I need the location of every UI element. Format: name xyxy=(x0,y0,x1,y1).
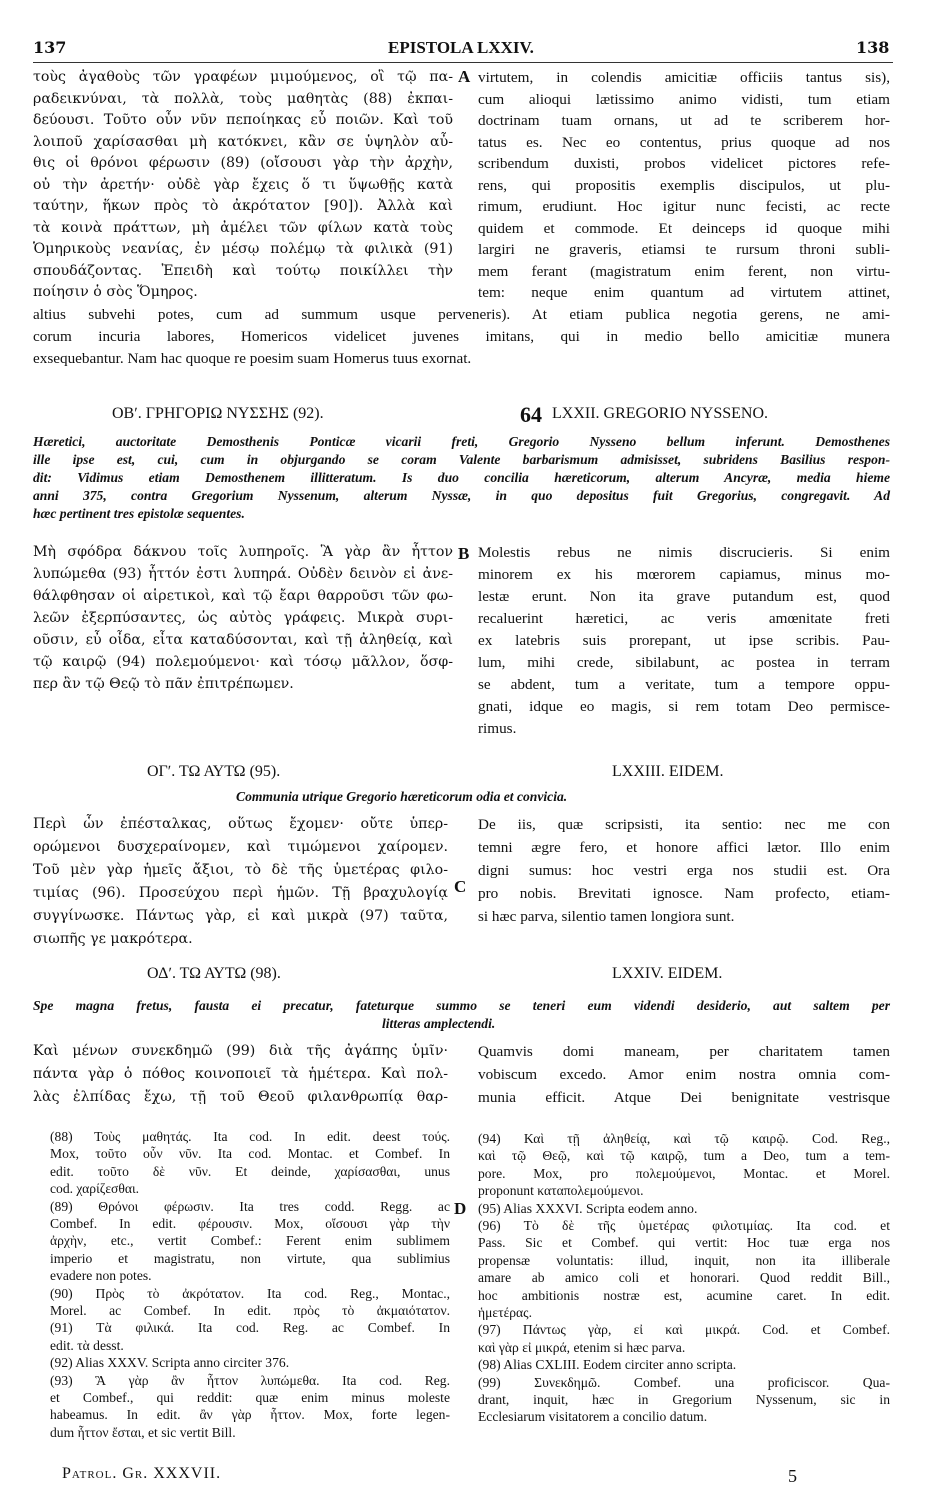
footnote-line: (89) Θρόνοι φέρωσιν. Ita tres codd. Regg. ac xyxy=(50,1198,450,1214)
latin-line: Molestis rebus ne nimis discrucieris. Si enim xyxy=(478,544,890,561)
latin-line: si hæc parva, silentio tamen longiora sunt. xyxy=(478,908,735,925)
latin-line: largiri ne graveris, etiamsi te rursum throni subli- xyxy=(478,241,890,258)
margin-letter-a: A xyxy=(458,67,471,86)
latin-line: De iis, quæ scripsisti, ita sentio: nec me con xyxy=(478,816,890,833)
footnote-line: ἡμετέρας. xyxy=(478,1305,532,1320)
latin-line: pro nobis. Brevitati ignosce. Nam profecto, etiam- xyxy=(478,885,890,902)
summary-line: dit: Vidimus etiam Demosthenem illitteratum. Is duo concilia hæreticorum, alterum Ancyræ, media hieme xyxy=(33,470,890,485)
greek-line: λεῶν ἐξερπύσαντες, ὡς αὐτὸς γράφεις. Μικρὰ συρι- xyxy=(33,610,453,626)
footnote-line: Pass. Sic et Combef. qui vertit: Hoc tuæ erga nos xyxy=(478,1235,890,1251)
greek-line: τὰ κοινὰ πράττων, μὴ ἀμέλει τῶν φίλων κατὰ τοὺς xyxy=(33,219,453,236)
footnote-line: καὶ γὰρ εἰ μικρά, etenim si hæc parva. xyxy=(478,1339,686,1355)
summary-line: Hæretici, auctoritate Demosthenis Ponticæ vicarii freti, Gregorio Nysseno bellum inferunt. Demosthenes xyxy=(33,434,890,449)
summary-line: ille ipse est, cui, cum in objurgando se coram Valente barbarismum admisisset, subridens Basilius respon- xyxy=(33,452,890,467)
latin-line: mem ferant (magistratum enim ferent, non virtu- xyxy=(478,262,890,280)
greek-line: τοὺς ἀγαθοὺς τῶν γραφέων μιμούμενος, οἳ τῷ πα- xyxy=(33,69,453,85)
greek-line: οὐ τὴν ἀρετήν· οὐδὲ γὰρ ἔχεις ὅ τι ὕψωθῇς κατὰ xyxy=(33,176,453,193)
greek-line: σπουδάζοντας. Ἐπειδὴ καὶ τούτῳ ποικίλλει τὴν xyxy=(33,262,453,279)
footnote-line: (93) Ἃ γὰρ ἂν ἧττον λυπώμεθα. Ita cod. Reg. xyxy=(50,1372,450,1388)
footnote-line: (98) Alias CXLIII. Eodem circiter anno scripta. xyxy=(478,1357,737,1373)
footnote-line: cod. χαρίζεσθαι. xyxy=(50,1181,140,1197)
footnote-line: Mox, τοῦτο οὖν νῦν. Ita cod. Montac. et Combef. In xyxy=(50,1146,450,1162)
latin-line: altius subvehi potes, cum ad summum usque perveneris). At etiam publica negotia gerens, ne ami- xyxy=(33,306,890,323)
summary-line: litteras amplectendi. xyxy=(382,1016,496,1031)
footnote-line: (97) Πάντως γὰρ, εἰ καὶ μικρά. Cod. et Combef. xyxy=(478,1322,890,1338)
margin-letter-c: C xyxy=(454,877,467,896)
latin-line: tatus es. Nec eo contentus, prius quoque ad nos xyxy=(478,133,890,151)
latin-line: virtutem, in colendis amicitiæ officiis tantus sis), xyxy=(478,69,890,86)
greek-line: τῷ καιρῷ (94) πολεμούμενοι· καὶ τόσῳ μᾶλλον, ὅσφ- xyxy=(33,654,453,670)
latin-line: rens, qui propositis exemplis discipulos, ut plu- xyxy=(478,176,890,194)
latin-line: temni ægre fero, et honore affici lætor. Illo enim xyxy=(478,839,890,856)
greek-line: ποίησιν ὁ σὸς Ὅμηρος. xyxy=(33,284,198,300)
letter74-latin-title: LXXIII. EIDEM. xyxy=(612,763,724,780)
footnote-line: ἀρχὴν, etc., vertit Combef.: Ferent enim sublimem xyxy=(50,1233,450,1249)
footnote-line: (90) Πρὸς τὸ ἀκρότατον. Ita cod. Reg., Montac., xyxy=(50,1285,450,1301)
latin-line: se abdent, tum a veritate, tum a tempore oppu- xyxy=(478,676,890,693)
greek-line: ταύτην, ἥκων πρὸς τὸ ἀκρότατον [90]). Ἀλλὰ καὶ xyxy=(33,198,453,214)
greek-line: συγγίνωσκε. Πάντως γὰρ, εἰ καὶ μικρὰ (97) ταῦτα, xyxy=(33,908,448,924)
page-number-left: 137 xyxy=(33,38,67,57)
sheet-number: 5 xyxy=(788,1466,797,1486)
latin-line: ex latebris suis prorepant, ut ipse scribis. Pau- xyxy=(478,632,890,649)
letter73-latin-title: LXXII. GREGORIO NYSSENO. xyxy=(552,405,768,422)
margin-letter-b: B xyxy=(458,544,470,563)
greek-line: τιμίας (96). Προσεύχου περὶ ἡμῶν. Τῇ βραχυλογίᾳ xyxy=(33,885,448,901)
footnote-line: (96) Τὸ δὲ τῆς ὑμετέρας φιλοτιμίας. Ita cod. et xyxy=(478,1218,890,1233)
footnote-line: hoc ambitionis nostræ est, acumine caret. In edit. xyxy=(478,1287,890,1303)
greek-line: λυπώμεθα (93) ἧττόν ἐστι λυπηρά. Οὐδὲν δεινὸν εἰ ἀνε- xyxy=(33,566,453,582)
letter75-latin-title: LXXIV. EIDEM. xyxy=(612,965,723,982)
footnote-line: (95) Alias XXXVI. Scripta eodem anno. xyxy=(478,1200,698,1216)
latin-line: munia efficit. Atque Dei benignitate vestrisque xyxy=(478,1089,890,1106)
latin-line: exsequebantur. Nam hac quoque re poesim suam Homerus tuus exornat. xyxy=(33,350,472,367)
greek-line: Περὶ ὧν ἐπέσταλκας, οὕτως ἔχομεν· οὔτε ὑπερ- xyxy=(33,816,448,832)
footnote-line: Combef. In edit. φέρουσιν. Mox, οἴσουσι γὰρ τὴν xyxy=(50,1216,450,1231)
letter73-greek-title: ΟΒʹ. ΓΡΗΓΟΡΙΩ ΝΥΣΣΗΣ (92). xyxy=(112,405,324,422)
latin-line: rimum, erudiunt. Hoc igitur nunc fecisti, ac recte xyxy=(478,198,890,215)
greek-line: πάντα γὰρ ὁ πόθος κοινοποιεῖ τὰ ἡμέτερα. Καὶ πολ- xyxy=(33,1066,448,1082)
footnote-line: (92) Alias XXXV. Scripta anno circiter 376. xyxy=(50,1355,290,1371)
latin-line: doctrinam tuam ornans, ut ad te scriberem hor- xyxy=(478,112,890,129)
letter74-greek-title: ΟΓʹ. ΤΩ ΑΥΤΩ (95). xyxy=(147,763,281,780)
greek-line: λὰς ἐλπίδας ἔχω, τῇ τοῦ Θεοῦ φιλανθρωπίᾳ θαρ- xyxy=(33,1089,448,1105)
footnote-line: (94) Καὶ τῇ ἀληθείᾳ, καὶ τῷ καιρῷ. Cod. Reg., xyxy=(478,1131,890,1146)
letter75-greek-title: ΟΔʹ. ΤΩ ΑΥΤΩ (98). xyxy=(147,965,281,982)
summary-line: Spe magna fretus, fausta ei precatur, fateturque summo se teneri eum videndi desiderio, aut saltem per xyxy=(33,998,890,1013)
footnote-line: (91) Τὰ φιλικά. Ita cod. Reg. ac Combef. In xyxy=(50,1320,450,1336)
greek-line: θάλφθησαν οἱ αἱρετικοὶ, καὶ τῷ ἔαρι θαρροῦσι τῶν φω- xyxy=(33,588,453,604)
greek-line: Τοῦ μὲν γὰρ ἡμεῖς ἄξιοι, τὸ δὲ τῆς ὑμετέρας φιλο- xyxy=(33,862,448,878)
footnote-line: drant, inquit, hæc in Gregorium Nyssenum, sic in xyxy=(478,1392,890,1407)
header-rule xyxy=(33,62,893,63)
footnote-line: edit. τὰ desst. xyxy=(50,1337,124,1353)
signature-mark: Patrol. Gr. XXXVII. xyxy=(62,1465,222,1482)
footnote-line: evadere non potes. xyxy=(50,1268,152,1284)
footnote-line: propensæ voluntatis: illud, inquit, non ita illiberale xyxy=(478,1252,890,1268)
greek-line: περ ἂν τῷ Θεῷ τὸ πᾶν ἐπιτρέπωμεν. xyxy=(33,676,294,692)
latin-line: tem: neque enim quantum ad virtutem attinet, xyxy=(478,284,890,301)
footnote-line: Morel. ac Combef. In edit. πρὸς τὸ ἀκμαιότατον. xyxy=(50,1303,450,1318)
greek-line: θις οἱ θρόνοι φέρωσιν (89) (οἴσουσι γὰρ τὴν ἀρχὴν, xyxy=(33,155,453,171)
footnote-line: proponunt καταπολεμούμενοι. xyxy=(478,1183,644,1199)
greek-line: λοιποῦ χαρίσασθαι μὴ κατόκνει, κἂν σε ὑψηλὸν αὖ- xyxy=(33,133,453,150)
latin-line: cum alioqui lætissimo animo vidisti, tum etiam xyxy=(478,90,890,108)
footnote-line: dum ἧττον ἔσται, et sic vertit Bill. xyxy=(50,1424,236,1440)
latin-line: lestæ erunt. Non ita grave putandum est, quod xyxy=(478,588,890,605)
latin-line: recaluerint hæretici, ac veris amœnitate freti xyxy=(478,610,890,627)
summary-line: anni 375, contra Gregorium Nyssenum, alterum Nyssæ, in quo depositus fuit Gregorius, congregavit. Ad xyxy=(33,488,890,503)
latin-line: gnati, idque eo magis, si rem totam Deo permisce- xyxy=(478,698,890,715)
footnote-line: amare ab amico coli et honorari. Quod reddit Bill., xyxy=(478,1270,890,1286)
greek-line: οῦσιν, εὖ οἶδα, εἶτα καταδύσονται, καὶ τῇ ἀληθείᾳ, καὶ xyxy=(33,632,453,648)
footnote-line: et Combef., qui reddit: quæ enim minus moleste xyxy=(50,1390,450,1405)
greek-line: ορώμενοι δυσχεραίνομεν, καὶ τιμώμενοι χαίρομεν. xyxy=(33,839,448,855)
footnote-line: (88) Τοὺς μαθητάς. Ita cod. In edit. deest τούς. xyxy=(50,1129,450,1144)
greek-line: σιωπῆς γε μακρότερα. xyxy=(33,931,193,947)
footnote-line: imperio et magistratu, non virtute, qua sublimius xyxy=(50,1250,450,1266)
latin-line: quidem et commode. Et deinceps id quoque mihi xyxy=(478,219,890,237)
summary-line: hæc pertinent tres epistolæ sequentes. xyxy=(33,506,245,521)
latin-line: Quamvis domi maneam, per charitatem tamen xyxy=(478,1043,890,1060)
latin-line: corum incuria labores, Homericos videlicet juvenes imitans, qui in medio bello amicitiæ munera xyxy=(33,328,890,345)
greek-line: δεύουσι. Τοῦτο οὖν νῦν πεποίηκας εὖ ποιῶν. Καὶ τοῦ xyxy=(33,112,453,128)
footnote-line: habeamus. In edit. ἂν γὰρ ἧττον. Mox, forte legen- xyxy=(50,1407,450,1423)
footnote-line: (99) Συνεκδημῶ. Combef. una proficiscor. Qua- xyxy=(478,1374,890,1390)
latin-line: lum, mihi crede, sibilabunt, ac postea in terram xyxy=(478,654,890,671)
footnote-line: Ecclesiarum visitatorem a concilio datum. xyxy=(478,1409,708,1425)
greek-line: Καὶ μένων συνεκδημῶ (99) διὰ τῆς ἀγάπης ὑμῖν· xyxy=(33,1043,448,1059)
running-title: EPISTOLA LXXIV. xyxy=(388,38,534,57)
latin-line: scribendum duxisti, probos videlicet pictores refe- xyxy=(478,155,890,172)
margin-letter-d: D xyxy=(454,1199,467,1218)
footnote-line: edit. τοῦτο δὲ νῦν. Et deinde, χαρίσασθαι, unus xyxy=(50,1163,450,1179)
latin-line: digni sumus: hoc vestri erga nos studii est. Ora xyxy=(478,862,890,879)
greek-line: Μὴ σφόδρα δάκνου τοῖς λυπηροῖς. Ἃ γὰρ ἂν ἧττον xyxy=(33,544,453,560)
greek-line: ραδεικνύναι, τὰ πολλὰ, τοὺς μαθητὰς (88) ἐκπαι- xyxy=(33,90,453,107)
latin-line: vobiscum excedo. Amor enim nostra omnia com- xyxy=(478,1066,890,1083)
greek-line: Ὁμηρικοὺς νεανίας, ἐν μέσῳ πολέμῳ τὰ φιλικὰ (91) xyxy=(33,241,453,257)
latin-line: rimus. xyxy=(478,720,517,737)
letter74-summary: Communia utrique Gregorio hæreticorum odia et convicia. xyxy=(236,789,568,804)
sheet-marker-number: 64 xyxy=(520,402,542,427)
footnote-line: καὶ τῷ Θεῷ, καὶ τῷ καιρῷ, tum a Deo, tum a tem- xyxy=(478,1148,890,1164)
footnote-line: pore. Mox, pro πολεμούμενοι, Montac. et Morel. xyxy=(478,1165,890,1181)
page-number-right: 138 xyxy=(856,38,890,57)
latin-line: minorem ex his mœrorem capiamus, minus mo- xyxy=(478,566,890,583)
